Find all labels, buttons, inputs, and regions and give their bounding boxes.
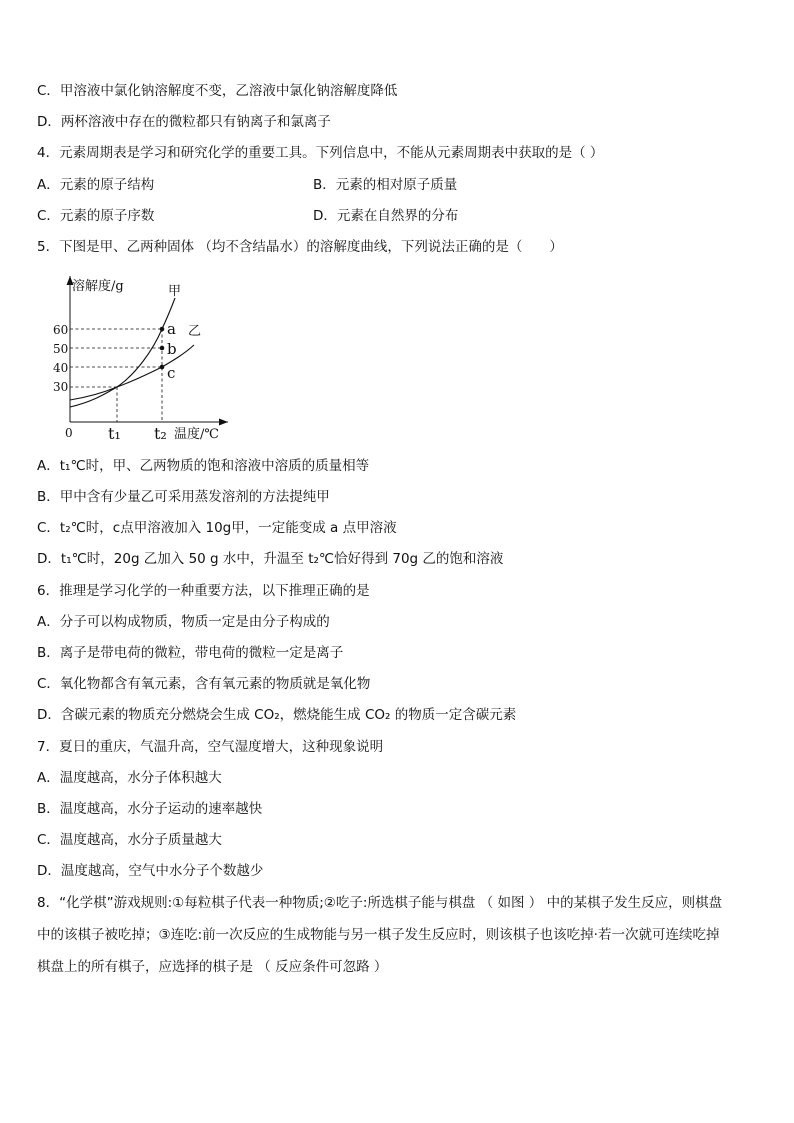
point-b xyxy=(160,346,165,351)
question-4: 4．元素周期表是学习和研究化学的重要工具。下列信息中，不能从元素周期表中获取的是（ ） xyxy=(37,145,604,161)
point-a xyxy=(160,327,165,332)
point-label-a: a xyxy=(167,320,176,338)
q3-option-c: C．甲溶液中氯化钠溶解度不变，乙溶液中氯化钠溶解度降低 xyxy=(37,83,398,99)
q5-option-c: C．t₂℃时，c点甲溶液加入 10g甲，一定能变成 a 点甲溶液 xyxy=(37,520,397,536)
q7-option-b: B．温度越高，水分子运动的速率越快 xyxy=(37,801,263,817)
point-label-b: b xyxy=(167,340,177,358)
origin-label: 0 xyxy=(65,426,73,440)
series-label-yi: 乙 xyxy=(188,324,202,339)
q4-option-c: C．元素的原子序数 xyxy=(37,208,155,224)
series-label-jia: 甲 xyxy=(168,284,182,299)
question-6: 6．推理是学习化学的一种重要方法，以下推理正确的是 xyxy=(37,583,370,599)
q6-option-a: A．分子可以构成物质，物质一定是由分子构成的 xyxy=(37,614,330,630)
question-8-line-2: 中的该棋子被吃掉；③连吃:前一次反应的生成物能与另一棋子发生反应时，则该棋子也该吃掉·若一次就可连续吃掉 xyxy=(37,927,720,943)
x-axis-arrow xyxy=(219,419,228,426)
solubility-graph xyxy=(50,276,230,444)
q6-option-b: B．离子是带电荷的微粒，带电荷的微粒一定是离子 xyxy=(37,645,344,661)
question-8-line-1: 8．“化学棋”游戏规则:①每粒棋子代表一种物质;②吃子:所选棋子能与棋盘 （ 如图 ） 中的某棋子发生反应，则棋盘 xyxy=(37,895,723,911)
q4-option-a: A．元素的原子结构 xyxy=(37,177,155,193)
question-8-line-3: 棋盘上的所有棋子，应选择的棋子是 （ 反应条件可忽路 ） xyxy=(37,959,388,975)
q6-option-d: D．含碳元素的物质充分燃烧会生成 CO₂，燃烧能生成 CO₂ 的物质一定含碳元素 xyxy=(37,707,517,723)
question-7: 7．夏日的重庆，气温升高，空气湿度增大，这种现象说明 xyxy=(37,739,384,755)
q5-option-d: D．t₁℃时，20g 乙加入 50 g 水中，升温至 t₂℃恰好得到 70g 乙的饱和溶液 xyxy=(37,551,504,567)
y-tick-40: 40 xyxy=(53,361,69,375)
q5-option-b: B．甲中含有少量乙可采用蒸发溶剂的方法提纯甲 xyxy=(37,489,330,505)
curve-jia xyxy=(70,298,175,407)
point-label-c: c xyxy=(167,364,176,382)
q4-option-b: B．元素的相对原子质量 xyxy=(313,177,458,193)
q6-option-c: C．氧化物都含有氧元素，含有氧元素的物质就是氧化物 xyxy=(37,676,371,692)
question-5: 5．下图是甲、乙两种固体 （均不含结晶水）的溶解度曲线，下列说法正确的是（ ） xyxy=(37,239,563,255)
x-tick-t2: t₂ xyxy=(154,424,167,443)
q7-option-d: D．温度越高，空气中水分子个数越少 xyxy=(37,863,264,879)
q4-option-d: D．元素在自然界的分布 xyxy=(313,208,459,224)
q7-option-a: A．温度越高，水分子体积越大 xyxy=(37,770,222,786)
y-axis-label: 溶解度/g xyxy=(72,279,124,294)
q3-option-d: D．两杯溶液中存在的微粒都只有钠离子和氯离子 xyxy=(37,114,331,130)
x-tick-t1: t₁ xyxy=(108,424,121,443)
y-tick-30: 30 xyxy=(53,380,69,394)
q7-option-c: C．温度越高，水分子质量越大 xyxy=(37,832,222,848)
y-tick-60: 60 xyxy=(53,323,69,337)
y-tick-50: 50 xyxy=(53,342,69,356)
point-c xyxy=(160,365,165,370)
q5-option-a: A．t₁℃时，甲、乙两物质的饱和溶液中溶质的质量相等 xyxy=(37,458,370,474)
x-axis-label: 温度/℃ xyxy=(174,427,219,442)
